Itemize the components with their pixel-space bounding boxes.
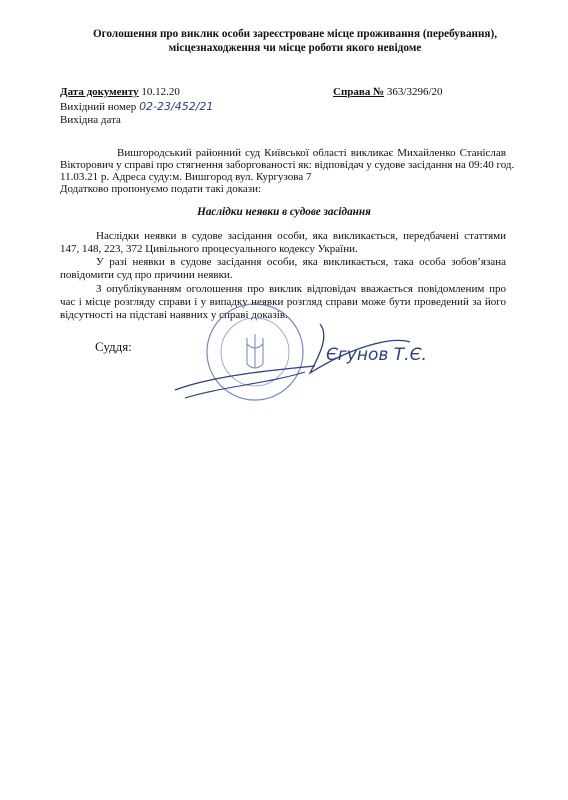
outgoing-number [60, 100, 213, 114]
judge-label: Суддя: [95, 339, 132, 354]
title-line-1: Оголошення про виклик особи зареєстроване місце проживання (перебування), [92, 28, 498, 40]
case-number [333, 86, 443, 99]
summons-line-3: 11.03.21 р. Адреса суду:м. Вишгород вул. Кургузова 7 [60, 171, 312, 183]
summons-line-2: Вікторович у справі про стягнення заборгованості як: відповідач у судове засідання на 09:40 год. [60, 159, 515, 171]
summons-line-1: Вишгородський районний суд Київської області викликає Михайленко Станіслав [117, 147, 506, 159]
consequences-paragraph: Наслідки неявки в судове засідання особи, яка викликається, передбачені статтями 147, 148, 223, 372 Цивільного процесуального кодексу України. [60, 230, 506, 255]
signature-name: Єгунов Т.Є. [326, 345, 427, 365]
outgoing-number-handwritten: 02-23/452/21 [139, 100, 214, 113]
outgoing-number-label: Вихідний номер [60, 101, 137, 113]
consequences-heading: Наслідки неявки в судове засідання [197, 206, 371, 218]
document-title [70, 27, 520, 55]
outgoing-date-label: Вихідна дата [60, 114, 121, 126]
document-date-label: Дата документу [60, 86, 139, 98]
case-number-label: Справа № [333, 86, 385, 98]
document-date [60, 86, 180, 99]
notify-paragraph: У разі неявки в судове засідання особи, яка викликається, така особа зобов’язана повідомити суд про причини неявки. [60, 256, 506, 281]
signature [290, 318, 510, 378]
title-line-2: місцезнаходження чи місце роботи якого невідоме [168, 42, 422, 54]
publication-paragraph: З опублікуванням оголошення про виклик відповідач вважається повідомленим про час і місце розгляду справи і у випадку неявки розгляд справи може бути проведений за його відсутності на підставі наявних у справі доказів. [60, 283, 506, 321]
case-number-value: 363/3296/20 [386, 86, 443, 98]
document-date-value: 10.12.20 [141, 86, 180, 98]
evidence-request: Додатково пропонуємо подати такі докази: [60, 183, 262, 195]
trident-icon [247, 334, 263, 368]
